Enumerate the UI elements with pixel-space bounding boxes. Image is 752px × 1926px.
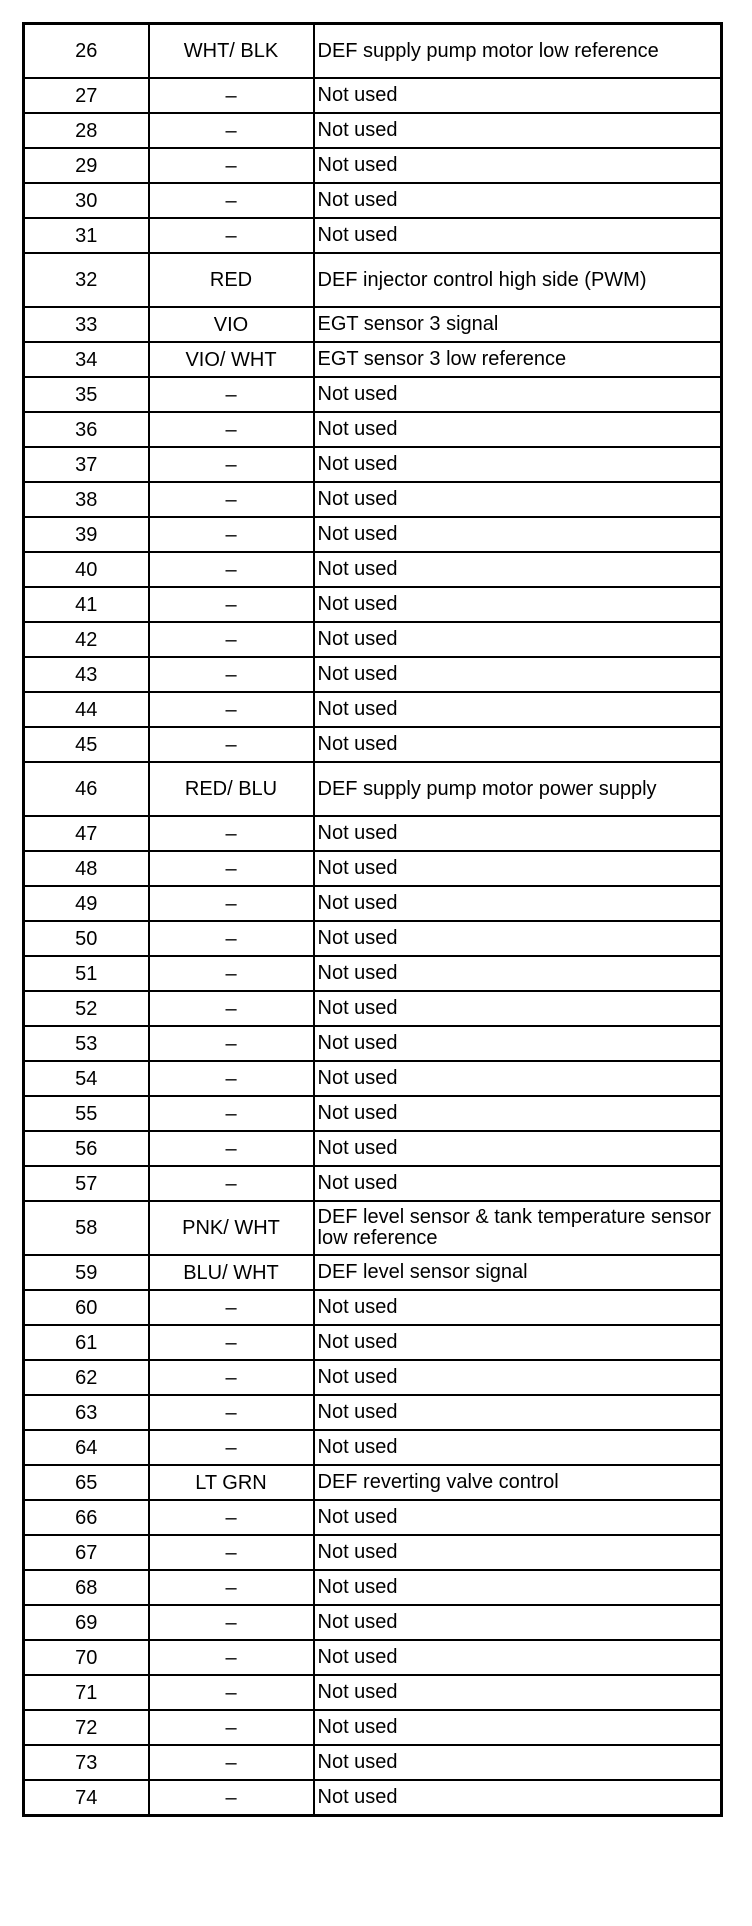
pin-number: 59: [24, 1255, 149, 1290]
pin-number: 73: [24, 1745, 149, 1780]
circuit-function: Not used: [314, 1131, 722, 1166]
wire-color: WHT/ BLK: [149, 24, 314, 79]
pin-number: 37: [24, 447, 149, 482]
circuit-function: Not used: [314, 1166, 722, 1201]
circuit-function: Not used: [314, 1395, 722, 1430]
wire-color: VIO/ WHT: [149, 342, 314, 377]
table-row: [24, 218, 722, 253]
wire-color: –: [149, 1131, 314, 1166]
wire-color: –: [149, 1570, 314, 1605]
circuit-function: DEF level sensor signal: [314, 1255, 722, 1290]
pin-number: 30: [24, 183, 149, 218]
pin-number: 38: [24, 482, 149, 517]
circuit-function: Not used: [314, 218, 722, 253]
wire-color: –: [149, 991, 314, 1026]
table-row: [24, 762, 722, 816]
wire-color: –: [149, 1535, 314, 1570]
circuit-function: Not used: [314, 148, 722, 183]
wire-color: –: [149, 1290, 314, 1325]
pin-number: 68: [24, 1570, 149, 1605]
wire-color: –: [149, 1500, 314, 1535]
pin-number: 36: [24, 412, 149, 447]
wire-color: –: [149, 1061, 314, 1096]
pin-number: 57: [24, 1166, 149, 1201]
table-row: [24, 183, 722, 218]
pin-number: 50: [24, 921, 149, 956]
pin-number: 42: [24, 622, 149, 657]
table-row: [24, 1201, 722, 1255]
wire-color: –: [149, 218, 314, 253]
wire-color: –: [149, 886, 314, 921]
pin-number: 72: [24, 1710, 149, 1745]
wire-color: –: [149, 657, 314, 692]
pin-number: 43: [24, 657, 149, 692]
table-row: [24, 816, 722, 851]
circuit-function: Not used: [314, 727, 722, 762]
table-row: [24, 1096, 722, 1131]
wire-color: –: [149, 78, 314, 113]
table-row: [24, 1675, 722, 1710]
wire-color: –: [149, 1360, 314, 1395]
circuit-function: DEF injector control high side (PWM): [314, 253, 722, 307]
table-row: [24, 1640, 722, 1675]
pin-number: 34: [24, 342, 149, 377]
circuit-function: Not used: [314, 517, 722, 552]
pin-number: 63: [24, 1395, 149, 1430]
wire-color: –: [149, 921, 314, 956]
circuit-function: Not used: [314, 1061, 722, 1096]
circuit-function: Not used: [314, 113, 722, 148]
table-row: [24, 113, 722, 148]
circuit-function: Not used: [314, 657, 722, 692]
table-row: [24, 1780, 722, 1816]
circuit-function: EGT sensor 3 low reference: [314, 342, 722, 377]
wire-color: –: [149, 1745, 314, 1780]
table-row: [24, 1395, 722, 1430]
pin-number: 65: [24, 1465, 149, 1500]
table-row: [24, 1535, 722, 1570]
circuit-function: EGT sensor 3 signal: [314, 307, 722, 342]
table-row: [24, 1325, 722, 1360]
wire-color: –: [149, 148, 314, 183]
circuit-function: Not used: [314, 1675, 722, 1710]
table-row: [24, 148, 722, 183]
circuit-function: DEF reverting valve control: [314, 1465, 722, 1500]
pin-number: 69: [24, 1605, 149, 1640]
table-row: [24, 1131, 722, 1166]
wire-color: –: [149, 1710, 314, 1745]
wire-color: –: [149, 1780, 314, 1816]
table-row: [24, 1710, 722, 1745]
table-row: [24, 482, 722, 517]
table-row: [24, 1061, 722, 1096]
pin-number: 26: [24, 24, 149, 79]
table-row: [24, 622, 722, 657]
pin-number: 48: [24, 851, 149, 886]
circuit-function: Not used: [314, 1096, 722, 1131]
wire-color: –: [149, 552, 314, 587]
wire-color: –: [149, 1096, 314, 1131]
circuit-function: DEF supply pump motor power supply: [314, 762, 722, 816]
wire-color: –: [149, 113, 314, 148]
circuit-function: Not used: [314, 1360, 722, 1395]
table-row: [24, 517, 722, 552]
circuit-function: Not used: [314, 1710, 722, 1745]
circuit-function: Not used: [314, 1430, 722, 1465]
pin-number: 71: [24, 1675, 149, 1710]
wire-color: BLU/ WHT: [149, 1255, 314, 1290]
pin-number: 27: [24, 78, 149, 113]
pin-number: 67: [24, 1535, 149, 1570]
table-row: [24, 342, 722, 377]
pin-number: 51: [24, 956, 149, 991]
pin-number: 52: [24, 991, 149, 1026]
table-row: [24, 851, 722, 886]
table-row: [24, 1166, 722, 1201]
wire-color: –: [149, 816, 314, 851]
wire-color: –: [149, 851, 314, 886]
table-row: [24, 24, 722, 79]
circuit-function: Not used: [314, 692, 722, 727]
circuit-function: Not used: [314, 1290, 722, 1325]
pin-number: 39: [24, 517, 149, 552]
table-row: [24, 692, 722, 727]
circuit-function: Not used: [314, 1500, 722, 1535]
pin-number: 56: [24, 1131, 149, 1166]
pin-number: 47: [24, 816, 149, 851]
circuit-function: Not used: [314, 956, 722, 991]
wire-color: –: [149, 517, 314, 552]
table-row: [24, 991, 722, 1026]
circuit-function: Not used: [314, 377, 722, 412]
pin-number: 61: [24, 1325, 149, 1360]
circuit-function: Not used: [314, 78, 722, 113]
wire-color: –: [149, 1026, 314, 1061]
circuit-function: Not used: [314, 851, 722, 886]
circuit-function: Not used: [314, 921, 722, 956]
pin-number: 70: [24, 1640, 149, 1675]
table-row: [24, 1255, 722, 1290]
wire-color: RED/ BLU: [149, 762, 314, 816]
circuit-function: Not used: [314, 622, 722, 657]
wire-color: VIO: [149, 307, 314, 342]
table-row: [24, 1605, 722, 1640]
wire-color: –: [149, 587, 314, 622]
table-row: [24, 1500, 722, 1535]
circuit-function: Not used: [314, 816, 722, 851]
connector-pinout-table: [22, 22, 723, 1817]
pin-number: 29: [24, 148, 149, 183]
circuit-function: Not used: [314, 1325, 722, 1360]
pin-number: 45: [24, 727, 149, 762]
circuit-function: Not used: [314, 1605, 722, 1640]
pin-number: 33: [24, 307, 149, 342]
wire-color: –: [149, 727, 314, 762]
pin-number: 53: [24, 1026, 149, 1061]
wire-color: PNK/ WHT: [149, 1201, 314, 1255]
table-row: [24, 1290, 722, 1325]
pinout-rows: [24, 24, 722, 1816]
wire-color: –: [149, 183, 314, 218]
circuit-function: Not used: [314, 552, 722, 587]
pin-number: 58: [24, 1201, 149, 1255]
circuit-function: DEF level sensor & tank temperature sensor low reference: [314, 1201, 722, 1255]
table-row: [24, 78, 722, 113]
table-row: [24, 552, 722, 587]
table-row: [24, 1465, 722, 1500]
table-row: [24, 1745, 722, 1780]
wire-color: –: [149, 1675, 314, 1710]
table-row: [24, 886, 722, 921]
circuit-function: Not used: [314, 1535, 722, 1570]
wire-color: –: [149, 1430, 314, 1465]
pin-number: 49: [24, 886, 149, 921]
wire-color: –: [149, 377, 314, 412]
wire-color: –: [149, 447, 314, 482]
wire-color: –: [149, 692, 314, 727]
pin-number: 66: [24, 1500, 149, 1535]
table-row: [24, 412, 722, 447]
table-row: [24, 1026, 722, 1061]
pin-number: 41: [24, 587, 149, 622]
wire-color: –: [149, 412, 314, 447]
pin-number: 40: [24, 552, 149, 587]
wire-color: –: [149, 956, 314, 991]
pin-number: 44: [24, 692, 149, 727]
circuit-function: Not used: [314, 1570, 722, 1605]
pin-number: 60: [24, 1290, 149, 1325]
circuit-function: Not used: [314, 1640, 722, 1675]
pin-number: 35: [24, 377, 149, 412]
wire-color: RED: [149, 253, 314, 307]
circuit-function: Not used: [314, 991, 722, 1026]
wire-color: –: [149, 1325, 314, 1360]
pin-number: 46: [24, 762, 149, 816]
table-row: [24, 377, 722, 412]
table-row: [24, 657, 722, 692]
circuit-function: Not used: [314, 482, 722, 517]
wire-color: –: [149, 482, 314, 517]
circuit-function: Not used: [314, 1780, 722, 1816]
wire-color: –: [149, 1395, 314, 1430]
pin-number: 54: [24, 1061, 149, 1096]
table-row: [24, 253, 722, 307]
table-row: [24, 587, 722, 622]
table-row: [24, 956, 722, 991]
table-row: [24, 727, 722, 762]
wire-color: –: [149, 622, 314, 657]
pin-number: 31: [24, 218, 149, 253]
wire-color: –: [149, 1166, 314, 1201]
circuit-function: Not used: [314, 183, 722, 218]
wire-color: –: [149, 1605, 314, 1640]
pin-number: 62: [24, 1360, 149, 1395]
table-row: [24, 1570, 722, 1605]
circuit-function: Not used: [314, 447, 722, 482]
circuit-function: Not used: [314, 1026, 722, 1061]
circuit-function: Not used: [314, 412, 722, 447]
pin-number: 32: [24, 253, 149, 307]
circuit-function: DEF supply pump motor low reference: [314, 24, 722, 79]
wire-color: LT GRN: [149, 1465, 314, 1500]
circuit-function: Not used: [314, 1745, 722, 1780]
table-row: [24, 1430, 722, 1465]
pin-number: 55: [24, 1096, 149, 1131]
circuit-function: Not used: [314, 886, 722, 921]
pin-number: 28: [24, 113, 149, 148]
table-row: [24, 921, 722, 956]
table-row: [24, 1360, 722, 1395]
table-row: [24, 447, 722, 482]
circuit-function: Not used: [314, 587, 722, 622]
pin-number: 74: [24, 1780, 149, 1816]
table-row: [24, 307, 722, 342]
wire-color: –: [149, 1640, 314, 1675]
pin-number: 64: [24, 1430, 149, 1465]
